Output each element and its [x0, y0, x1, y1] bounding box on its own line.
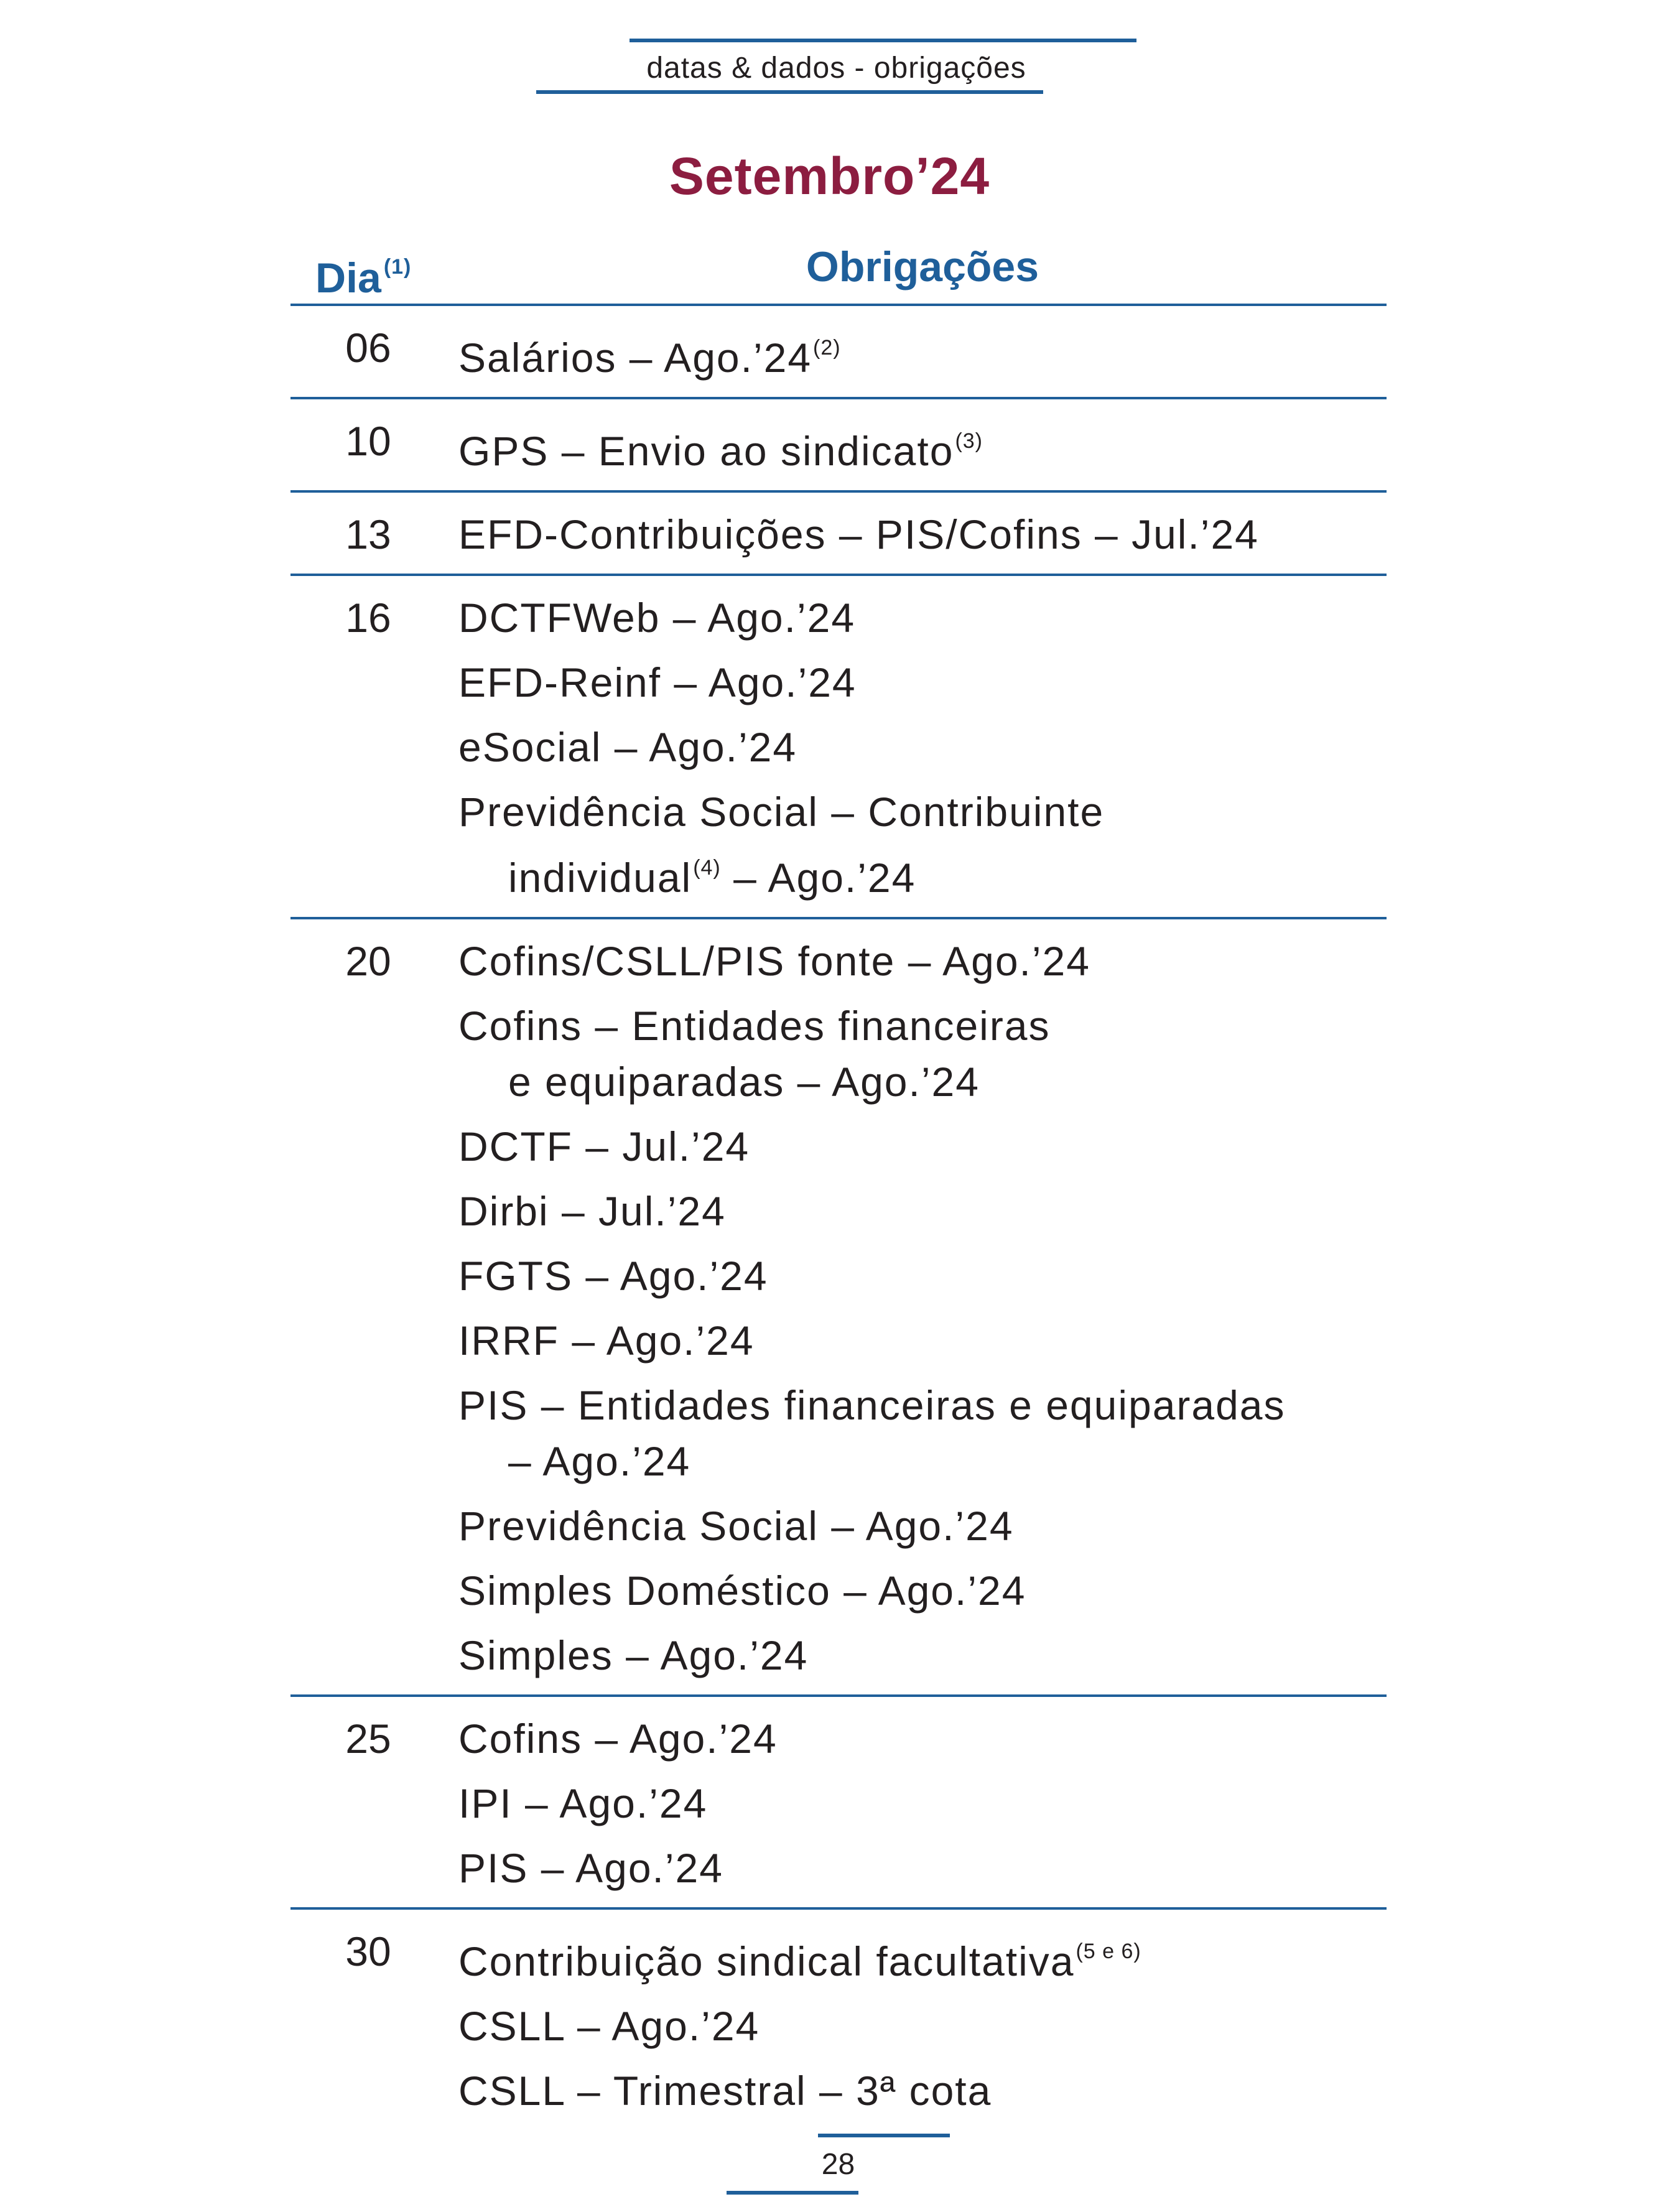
table-row	[290, 493, 1387, 576]
footnote-ref: (2)	[813, 336, 841, 360]
table-header	[290, 236, 1387, 306]
obligation-item	[458, 998, 1387, 1110]
table-row	[290, 576, 1387, 919]
obligation-continuation	[458, 840, 1387, 906]
obligation-item	[458, 590, 1387, 646]
continuation-text: individual	[508, 855, 692, 901]
obligation-text: CSLL – Ago.’24	[458, 2003, 760, 2049]
table-row	[290, 1910, 1387, 2130]
obligation-text: Cofins/CSLL/PIS fonte – Ago.’24	[458, 938, 1090, 984]
obligation-text: EFD-Contribuições – PIS/Cofins – Jul.’24	[458, 511, 1259, 557]
table-row	[290, 919, 1387, 1697]
obligation-item	[458, 1775, 1387, 1831]
obligation-item	[458, 1627, 1387, 1683]
obligation-text: PIS – Ago.’24	[458, 1845, 723, 1891]
obligation-item	[458, 1840, 1387, 1896]
day-cell: 13	[345, 511, 391, 557]
column-header-day	[315, 239, 411, 306]
section-header: datas & dados - obrigações	[646, 52, 1026, 85]
obligation-text: Salários – Ago.’24	[458, 335, 812, 381]
obligation-text: FGTS – Ago.’24	[458, 1253, 768, 1299]
footer-rule-top	[818, 2134, 950, 2137]
obligation-item	[458, 784, 1387, 906]
obligation-item	[458, 1998, 1387, 2054]
obligation-item	[458, 2063, 1387, 2119]
table-body	[290, 306, 1387, 2130]
day-cell: 16	[345, 595, 391, 641]
header-rule-bottom	[536, 90, 1043, 94]
footnote-ref: (1)	[383, 255, 412, 279]
obligation-text: IRRF – Ago.’24	[458, 1317, 755, 1364]
obligation-text: Contribuição sindical facultativa	[458, 1938, 1075, 1984]
day-cell: 10	[345, 418, 391, 464]
obligation-text: Previdência Social – Ago.’24	[458, 1503, 1014, 1549]
footnote-ref: (3)	[955, 429, 983, 453]
table-row	[290, 306, 1387, 399]
obligation-continuation	[458, 1054, 1387, 1110]
obligation-item	[458, 320, 1387, 386]
obligation-text: GPS – Envio ao sindicato	[458, 428, 954, 474]
obligations-cell	[446, 1923, 1387, 2119]
obligations-cell	[446, 320, 1387, 386]
obligation-text: Dirbi – Jul.’24	[458, 1188, 726, 1234]
page-title: Setembro’24	[669, 147, 990, 205]
obligation-text: Simples – Ago.’24	[458, 1632, 809, 1678]
obligations-cell	[446, 933, 1387, 1683]
obligations-cell	[446, 1711, 1387, 1896]
day-cell: 30	[345, 1928, 391, 1974]
obligation-item	[458, 1248, 1387, 1304]
continuation-text: – Ago.’24	[508, 1438, 691, 1484]
table-row	[290, 399, 1387, 493]
footnote-ref: (4)	[693, 856, 721, 880]
day-cell: 25	[345, 1716, 391, 1762]
obligation-item	[458, 1563, 1387, 1619]
page-number: 28	[821, 2148, 855, 2181]
day-cell: 06	[345, 325, 391, 371]
obligations-cell	[446, 413, 1387, 479]
obligation-item	[458, 719, 1387, 775]
obligation-text: CSLL – Trimestral – 3ª cota	[458, 2068, 992, 2114]
footnote-ref: (5 e 6)	[1076, 1940, 1141, 1963]
obligation-item	[458, 1711, 1387, 1767]
obligation-text: IPI – Ago.’24	[458, 1780, 708, 1826]
obligations-table	[290, 236, 1387, 2130]
obligation-continuation	[458, 1433, 1387, 1489]
obligation-text: Cofins – Entidades financeiras	[458, 1003, 1051, 1049]
obligation-item	[458, 1377, 1387, 1489]
obligation-text: Previdência Social – Contribuinte	[458, 789, 1105, 835]
continuation-tail: – Ago.’24	[720, 855, 916, 901]
obligation-item	[458, 1313, 1387, 1369]
obligation-item	[458, 933, 1387, 989]
obligation-text: DCTF – Jul.’24	[458, 1123, 750, 1169]
day-cell: 20	[345, 938, 391, 984]
obligation-text: PIS – Entidades financeiras e equiparadas	[458, 1382, 1286, 1428]
obligation-item	[458, 1923, 1387, 1989]
header-rule-top	[630, 39, 1136, 42]
obligation-item	[458, 1498, 1387, 1554]
obligation-text: EFD-Reinf – Ago.’24	[458, 659, 857, 705]
table-row	[290, 1697, 1387, 1910]
column-header-day-label: Dia	[315, 254, 381, 302]
obligation-text: Simples Doméstico – Ago.’24	[458, 1568, 1026, 1614]
obligation-text: eSocial – Ago.’24	[458, 724, 797, 770]
obligation-text: Cofins – Ago.’24	[458, 1716, 778, 1762]
obligation-item	[458, 1183, 1387, 1239]
obligations-cell	[446, 506, 1387, 562]
column-header-obligations: Obrigações	[806, 243, 1039, 290]
obligation-item	[458, 1118, 1387, 1174]
obligation-item	[458, 506, 1387, 562]
obligation-item	[458, 654, 1387, 710]
obligation-text: DCTFWeb – Ago.’24	[458, 595, 856, 641]
obligations-cell	[446, 590, 1387, 906]
footer-rule-bottom	[727, 2191, 858, 2195]
obligation-item	[458, 413, 1387, 479]
continuation-text: e equiparadas – Ago.’24	[508, 1059, 980, 1105]
